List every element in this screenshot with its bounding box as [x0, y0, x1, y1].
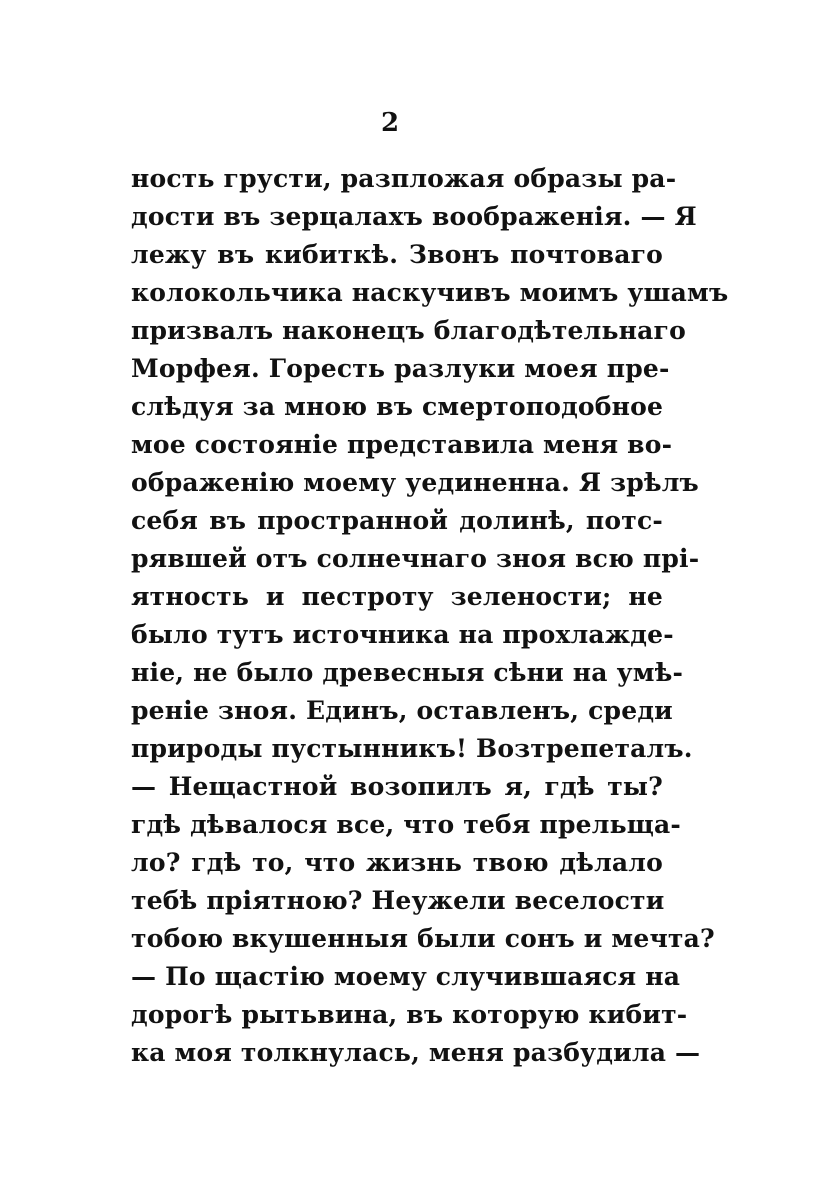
page-number: 2: [380, 108, 400, 138]
text-line: — Нещастной возопилъ я, гдѣ ты?: [131, 772, 663, 801]
text-line: ображенію моему уединенна. Я зрѣлъ: [131, 468, 699, 497]
text-line: дорогѣ рытьвина, въ которую кибит-: [131, 1000, 688, 1029]
text-line: реніе зноя. Единъ, оставленъ, среди: [131, 696, 673, 725]
text-line: было тутъ источника на прохлажде-: [131, 620, 674, 649]
text-line: ка моя толкнулась, меня разбудила —: [131, 1038, 701, 1067]
text-line: дости въ зерцалахъ воображенія. — Я: [131, 202, 697, 231]
text-line: — По щастію моему случившаяся на: [131, 962, 681, 991]
text-line: призвалъ наконецъ благодѣтельнаго: [131, 316, 686, 345]
text-line: природы пустынникъ! Возтрепеталъ.: [131, 734, 693, 763]
text-line: колокольчика наскучивъ моимъ ушамъ: [131, 278, 729, 307]
text-line: ность грусти, разпложая образы ра-: [131, 164, 677, 193]
text-line: себя въ пространной долинѣ, потс-: [131, 506, 663, 535]
text-line: тебѣ пріятною? Неужели веселости: [131, 886, 665, 915]
text-line: Морфея. Горесть разлуки моея пре-: [131, 354, 670, 383]
text-line: ло? гдѣ то, что жизнь твою дѣлало: [131, 848, 663, 877]
text-line: ніе, не было древесныя сѣни на умѣ-: [131, 658, 684, 687]
text-line: тобою вкушенныя были сонъ и мечта?: [131, 924, 715, 953]
body-text: [131, 160, 729, 1072]
text-line: мое состояніе представила меня во-: [131, 430, 673, 459]
text-line: лежу въ кибиткѣ. Звонъ почтоваго: [131, 240, 663, 269]
text-line: ятность и пестроту зелености; не: [131, 582, 663, 611]
text-line: гдѣ дѣвалося все, что тебя прельща-: [131, 810, 681, 839]
text-line: рявшей отъ солнечнаго зноя всю прі-: [131, 544, 700, 573]
text-line: слѣдуя за мною въ смертоподобное: [131, 392, 664, 421]
